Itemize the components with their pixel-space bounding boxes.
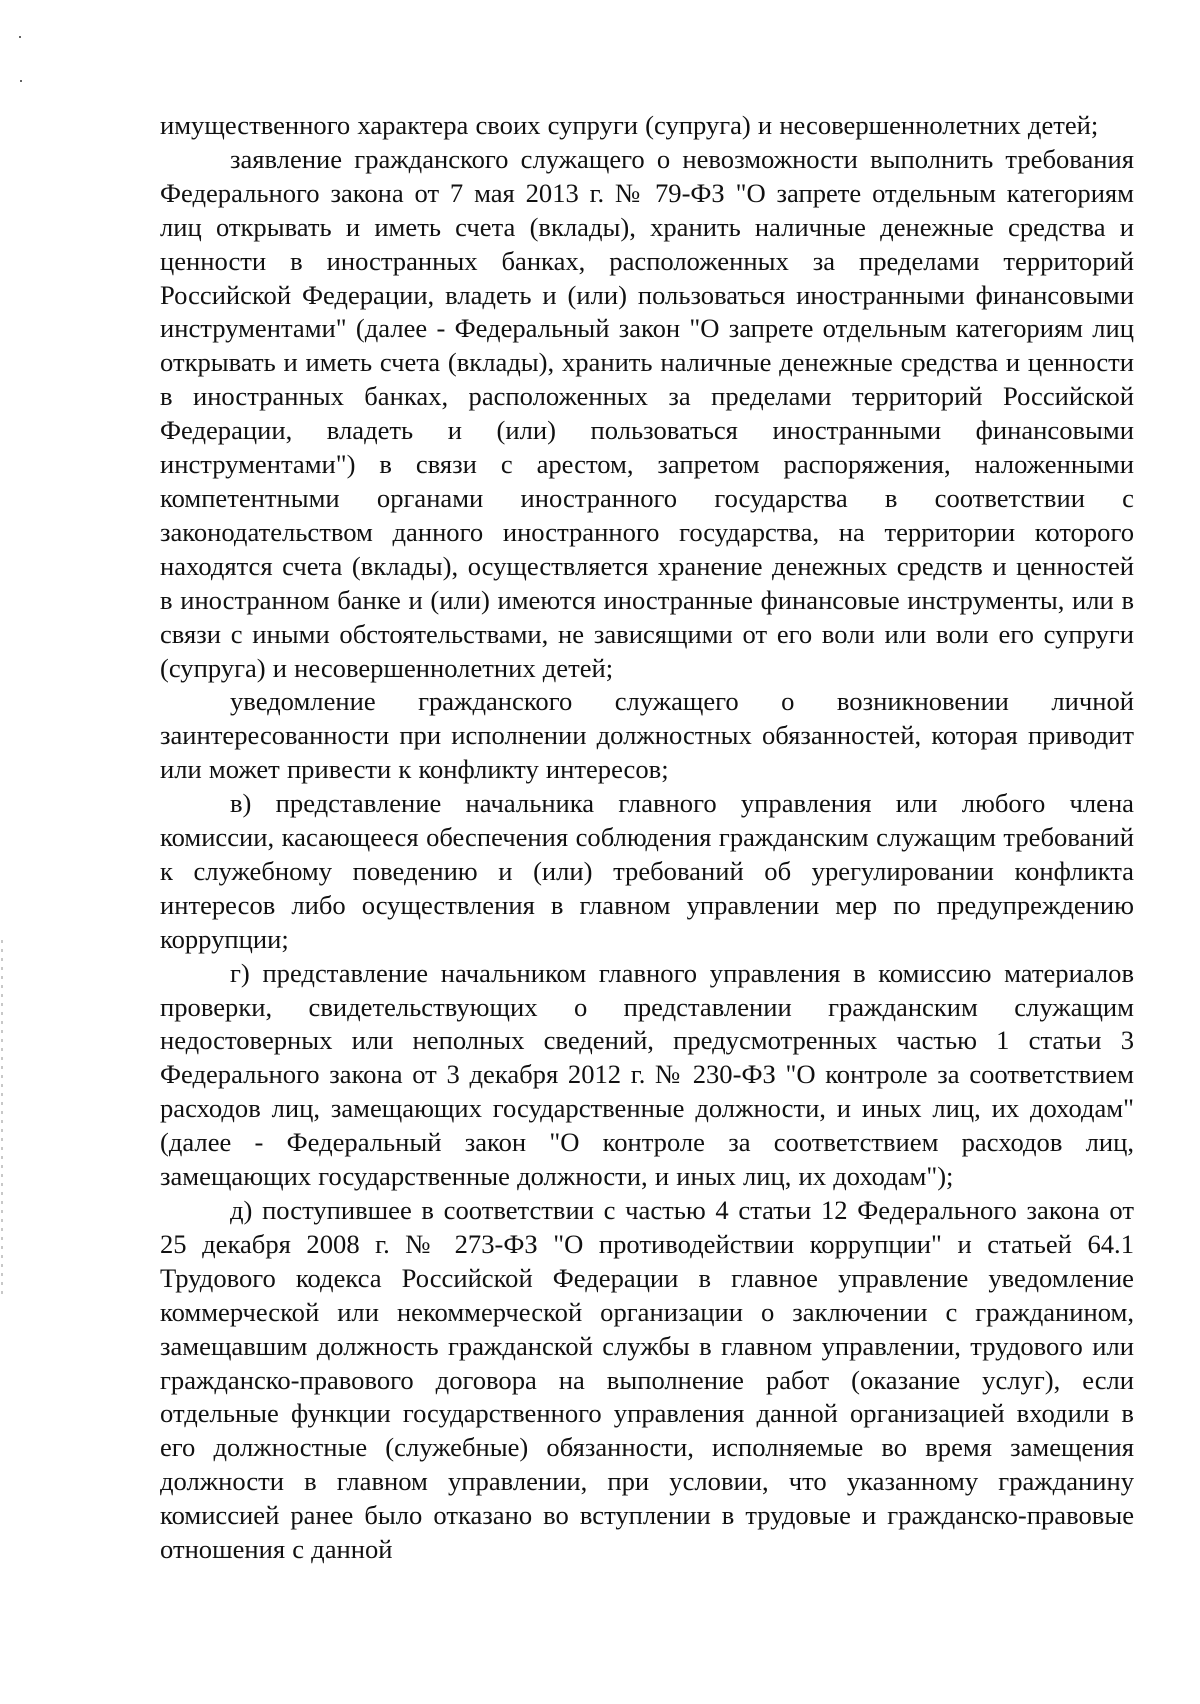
scan-speck xyxy=(19,36,21,38)
paragraph-item-d: д) поступившее в соответствии с частью 4 статьи 12 Федерального закона от 25 декабря 2008 г. № 273-ФЗ "О противодействии коррупции" и статьей 64.1 Трудового кодекса Российской Федерации в главное управление уведомление коммерческой или некоммерческой организации о заключении с гражданином, замещавшим должность гражданской службы в главном управлении, трудового или гражданско-правового договора на выполнение работ (оказание услуг), если отдельные функции государственного управления данной организацией входили в его должностные (служебные) обязанности, исполняемые во время замещения должности в главном управлении, при условии, что указанному гражданину комиссией ранее было отказано во вступлении в трудовые и гражданско-правовые отношения с данной xyxy=(160,1195,1134,1565)
paragraph-item-v: в) представление начальника главного управления или любого члена комиссии, касающееся обеспечения соблюдения гражданским служащим требований к служебному поведению и (или) требований об урегулировании конфликта интересов либо осуществления в главном управлении мер по предупреждению коррупции; xyxy=(160,788,1134,954)
paragraph-item-g: г) представление начальником главного управления в комиссию материалов проверки, свидетельствующих о представлении гражданским служащим недостоверных или неполных сведений, предусмотренных частью 1 статьи 3 Федерального закона от 3 декабря 2012 г. № 230-ФЗ "О контроле за соответствием расходов лиц, замещающих государственные должности, и иных лиц, их доходам" (далее - Федеральный закон "О контроле за соответствием расходов лиц, замещающих государственные должности, и иных лиц, их доходам"); xyxy=(160,957,1134,1192)
paragraph-continuation: имущественного характера своих супруги (супруга) и несовершеннолетних детей; xyxy=(160,110,1099,140)
paragraph-statement-79fz: заявление гражданского служащего о невозможности выполнить требования Федерального закона от 7 мая 2013 г. № 79-ФЗ "О запрете отдельным категориям лиц открывать и иметь счета (вклады), хранить наличные денежные средства и ценности в иностранных банках, расположенных за пределами территорий Российской Федерации, владеть и (или) пользоваться иностранными финансовыми инструментами" (далее - Федеральный закон "О запрете отдельным категориям лиц открывать и иметь счета (вклады), хранить наличные денежные средства и ценности в иностранных банках, расположенных за пределами территорий Российской Федерации, владеть и (или) пользоваться иностранными финансовыми инструментами") в связи с арестом, запретом распоряжения, наложенными компетентными органами иностранного государства в соответствии с законодательством данного иностранного государства, на территории которого находятся счета (вклады), осуществляется хранение денежных средств и ценностей в иностранном банке и (или) имеются иностранные финансовые инструменты, или в связи с иными обстоятельствами, не зависящими от его воли или воли его супруги (супруга) и несовершеннолетних детей; xyxy=(160,143,1134,683)
paragraph-notification-conflict: уведомление гражданского служащего о возникновении личной заинтересованности при исполнении должностных обязанностей, которая приводит или может привести к конфликту интересов; xyxy=(160,686,1134,785)
document-body xyxy=(160,109,1134,1567)
scan-edge-marks xyxy=(1,940,3,1300)
scan-speck xyxy=(20,80,22,82)
